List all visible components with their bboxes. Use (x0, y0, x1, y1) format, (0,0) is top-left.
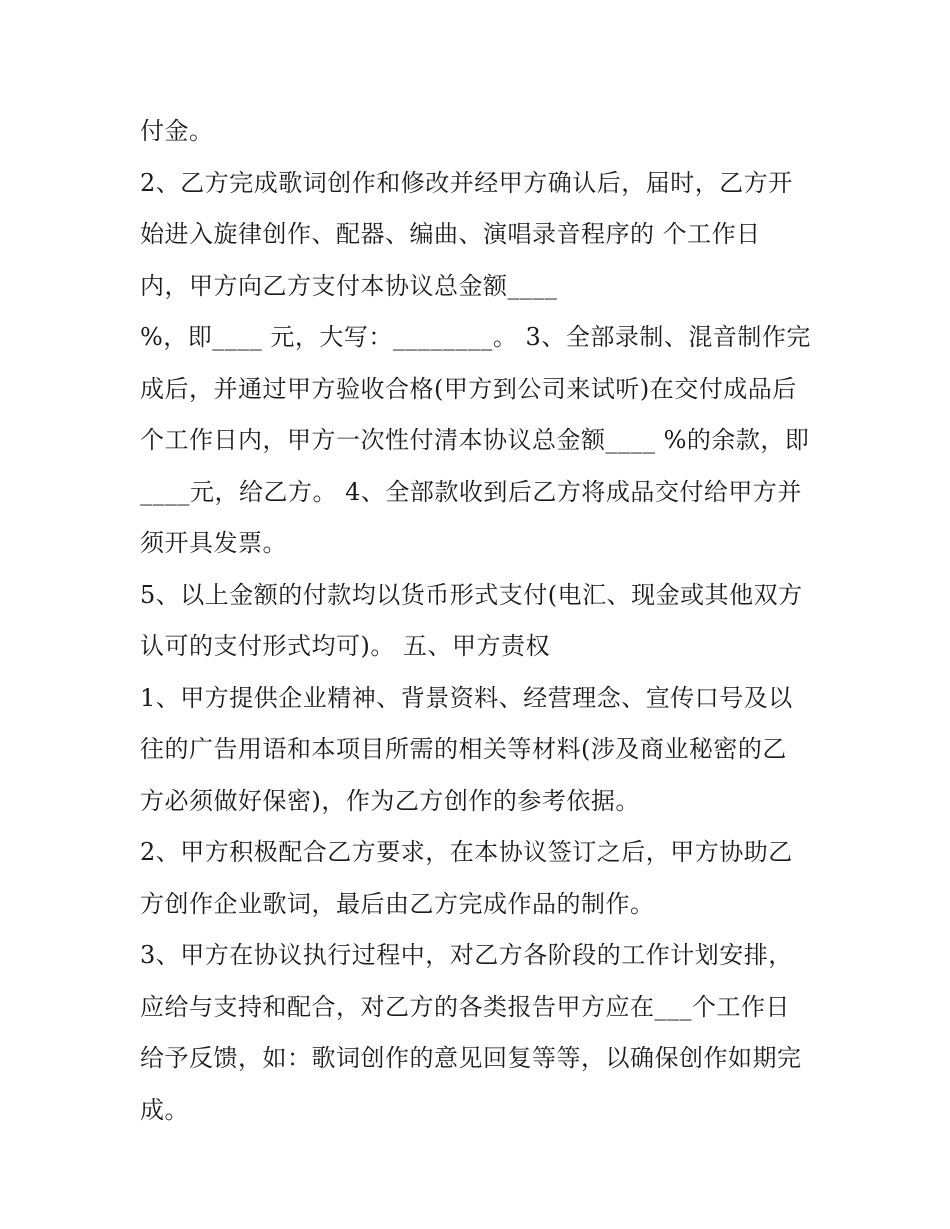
text-line: 成后，并通过甲方验收合格(甲方到公司来试听)在交付成品后 (140, 374, 797, 403)
document-body (140, 106, 820, 1136)
text-line: 始进入旋律创作、配器、编曲、演唱录音程序的 个工作日 (140, 220, 761, 248)
text-line: %，即____ 元，大写：________。 3、全部录制、混音制作完 (140, 323, 811, 351)
text-line: 往的广告用语和本项目所需的相关等材料(涉及商业秘密的乙 (140, 735, 787, 763)
text-line: 3、甲方在协议执行过程中，对乙方各阶段的工作计划安排， (140, 941, 793, 969)
text-line: 须开具发票。 (140, 529, 287, 557)
text-line: 1、甲方提供企业精神、背景资料、经营理念、宣传口号及以 (140, 683, 793, 712)
text-line: 付金。 (140, 117, 214, 145)
text-line: 个工作日内，甲方一次性付清本协议总金额____ %的余款，即 (140, 426, 810, 454)
text-line: 5、以上金额的付款均以货币形式支付(电汇、现金或其他双方 (140, 580, 803, 609)
text-line: 2、乙方完成歌词创作和修改并经甲方确认后，届时，乙方开 (140, 168, 793, 197)
text-line: 内，甲方向乙方支付本协议总金额____ (140, 271, 558, 300)
text-line: 应给与支持和配合，对乙方的各类报告甲方应在___个工作日 (140, 992, 790, 1021)
text-line: ____元，给乙方。 4、全部款收到后乙方将成品交付给甲方并 (140, 477, 802, 506)
text-line: 认可的支付形式均可)。 五、甲方责权 (140, 632, 550, 660)
text-line: 成。 (140, 1095, 189, 1124)
text-line: 方必须做好保密)，作为乙方创作的参考依据。 (140, 786, 640, 815)
text-line: 给予反馈，如：歌词创作的意见回复等等，以确保创作如期完 (140, 1044, 802, 1072)
text-line: 2、甲方积极配合乙方要求，在本协议签订之后，甲方协助乙 (140, 838, 793, 866)
text-line: 方创作企业歌词，最后由乙方完成作品的制作。 (140, 889, 655, 918)
